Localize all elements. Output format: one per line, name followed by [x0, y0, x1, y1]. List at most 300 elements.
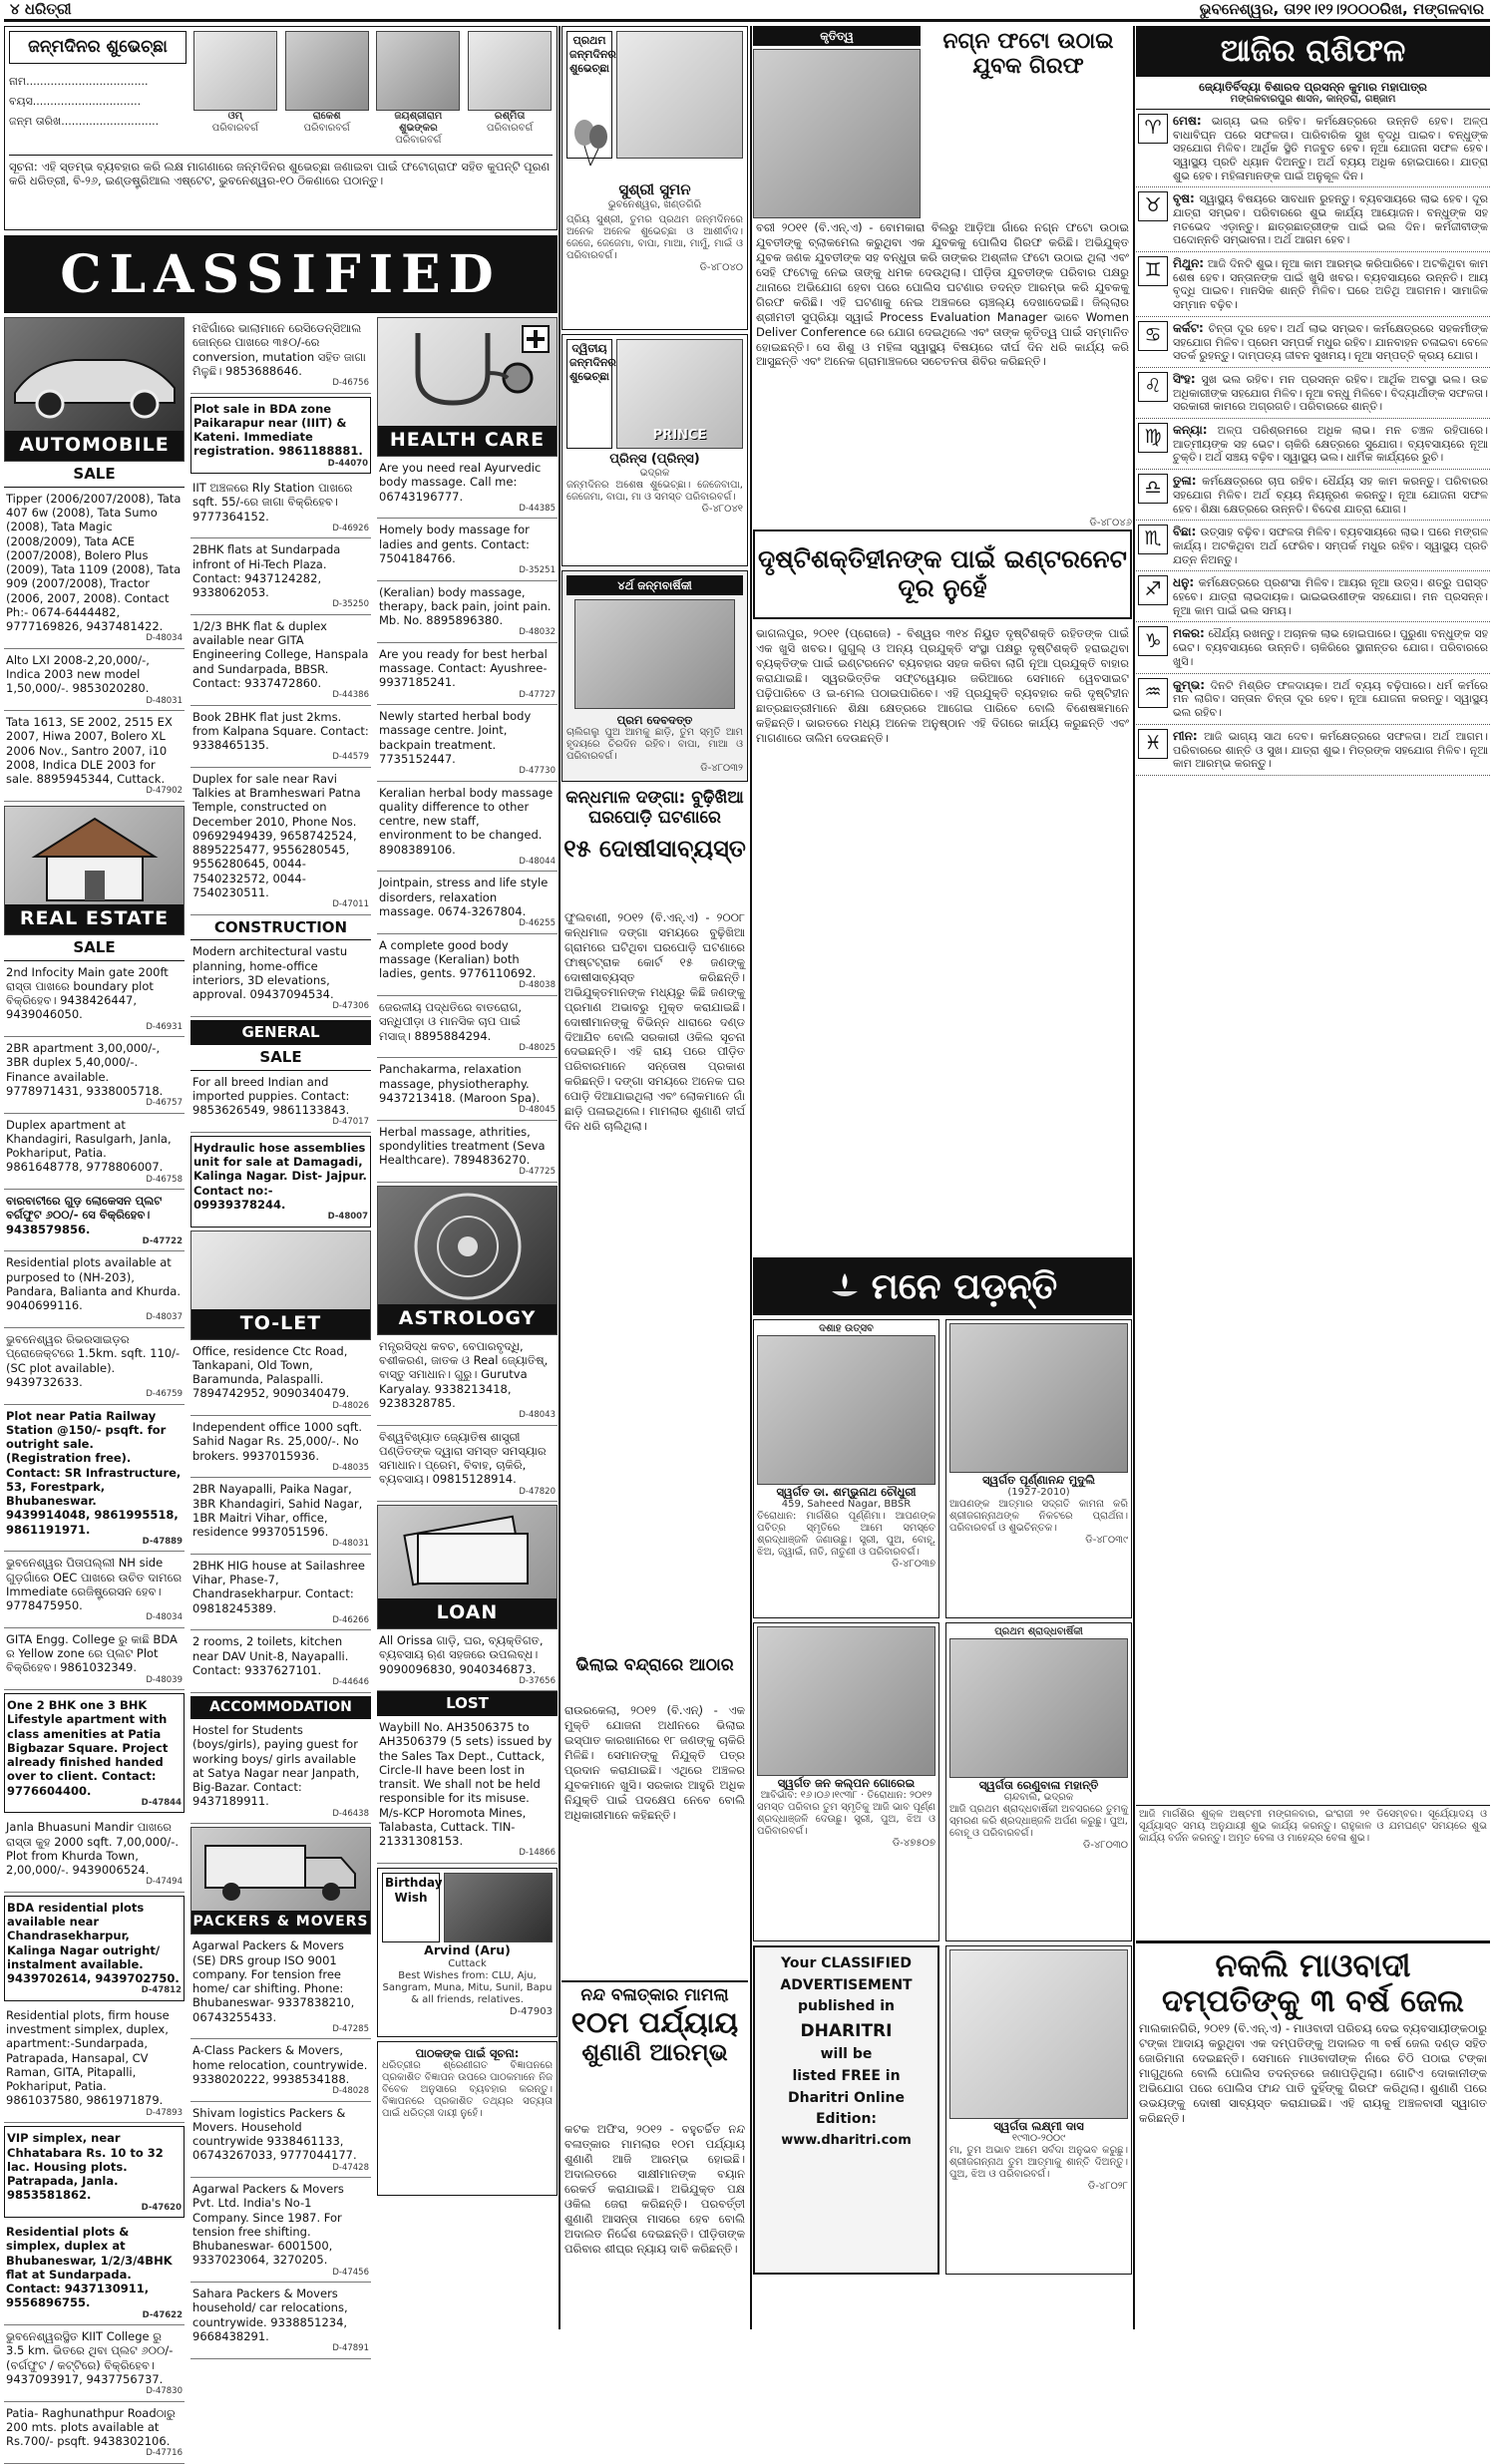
health-care-ads: [377, 457, 558, 1183]
classified-ad: [377, 934, 558, 996]
ad-text: BDA residential plots available near Chandrasekharpur, Kalinga Nagar outright/ instalment available. 9439702614, 9439702750.: [7, 1900, 180, 1986]
ad-text: Shivam logistics Packers & Movers. Household countrywide 9338461133, 06743267033, 9777044177.: [192, 2105, 357, 2163]
health-care-image: [377, 317, 558, 457]
ad-text: Herbal massage, athrities, spondylities treatment (Seva Healthcare). 7894836270.: [379, 1124, 546, 1168]
classified-ad: [190, 706, 371, 768]
ad-code: D-47620: [141, 2202, 182, 2213]
ad-text: 2BHK HIG house at Sailashree Vihar, Phase-7, Chandrasekharpur. Contact: 09818245389.: [192, 1558, 365, 1615]
horoscope-text: [1173, 474, 1488, 516]
ad-text: Residential plots available at purposed to (NH-203), Pandara, Balianta and Khurda. 9040699116.: [6, 1255, 181, 1313]
zodiac-sign-name: ସିଂହ:: [1173, 371, 1196, 386]
ad-text: VIP simplex, near Chhatabara Rs. 10 to 32 lac. Housing plots. Patrapada, Janla. 9853581862.: [7, 2131, 164, 2203]
ad-text: Duplex apartment at Khandagiri, Rasulgarh, Janla, Pokhariput, Patia. 9861648778, 9778806007.: [6, 1117, 172, 1175]
memorial-col-right: [945, 1319, 1132, 2275]
ad-code: D-48034: [146, 633, 183, 644]
ad-text: Homely body massage for ladies and gents. Contact: 7504184766.: [379, 523, 530, 565]
profile-photo: [753, 49, 921, 218]
classified-ad: All Orissa ଗାଡ଼ି, ଘର, ବ୍ୟକ୍ତିଗତ, ବ୍ୟବସାୟ ଋଣ ସହଜରେ ଉପଲବ୍ଧ। 9090096830, 9040346873. D-37656: [377, 1629, 558, 1691]
classified-ad: [377, 996, 558, 1058]
classified-ad: [190, 397, 371, 475]
real-estate-label: REAL ESTATE: [5, 904, 184, 934]
memorial-card: ପ୍ରଥମ ଶ୍ରାଦ୍ଧବାର୍ଷିକୀ ସ୍ୱର୍ଗତା ରେଣୁବାଳା ମହାନ୍ତି ଚାନ୍ଦବାଲି, ଭଦ୍ରକ ଆଜି ପ୍ରଥମ ଶ୍ରାଦ୍ଧବାର୍ଷିକୀ ଅବସରରେ ତୁମକୁ ସ୍ମରଣ କରି ଶ୍ରଦ୍ଧାଞ୍ଜଳି ଅର୍ପଣ କରୁଛୁ। ପୁଅ, ବୋହୂ ଓ ପରିବାରବର୍ଗ। ଡି-୪୮୦୩୦: [945, 1622, 1132, 1941]
bhilai-headline-block: [561, 1656, 748, 1701]
ad-code: D-47017: [332, 1117, 369, 1128]
horoscope-entry: [1136, 470, 1490, 521]
classified-ad: [377, 872, 558, 933]
currency-notes-icon: [378, 1506, 559, 1600]
ad-code: D-47820: [519, 1486, 556, 1497]
maoist-headline: ନକଲି ମାଓବାଦୀ: [1215, 1946, 1411, 1984]
horoscope-prediction: ଚିନ୍ତା ଦୂର ହେବ। ଅର୍ଥ ଲାଭ ସମ୍ଭବ। କର୍ମକ୍ଷେତ୍ରରେ ସହକର୍ମୀଙ୍କ ସହଯୋଗ ମିଳିବ। ପ୍ରେମ ସମ୍ପର୍କ ମଧୁର ରହିବ। ଯାନବାହନ ଚଳାଇବା ବେଳେ ସତର୍କ ରୁହନ୍ତୁ। ଦାମ୍ପତ୍ୟ ଜୀବନ ସୁଖମୟ। ନୂଆ ସମ୍ପତ୍ତି କ୍ରୟ ଯୋଗ।: [1173, 321, 1489, 363]
classified-ad: [190, 1340, 371, 1417]
ad-code: D-44385: [519, 503, 556, 514]
ad-code: D-48039: [146, 1674, 183, 1685]
ad-text: ବିଶ୍ୱବିଖ୍ୟାତ ଜ୍ୟୋତିଷ ଶାସ୍ତ୍ରୀ ପଣ୍ଡିତଙ୍କ ଦ୍ୱାରା ସମସ୍ତ ସମସ୍ୟାର ସମାଧାନ। ପ୍ରେମ, ବିବାହ, ଚାକିରି, ବ୍ୟବସାୟ। 09815128914.: [379, 1429, 547, 1487]
ad-text: Patia- Raghunathpur Roadଠାରୁ 200 mts. plots available at Rs.700/- psqft. 9438302106.: [6, 2405, 176, 2449]
horoscope-prediction: ଉତ୍ସାହ ବଢ଼ିବ। ସଫଳତା ମିଳିବ। ବ୍ୟବସାୟରେ ଲାଭ। ଘରେ ମଙ୍ଗଳ କାର୍ଯ୍ୟ। ଅଟକିଥିବା ଅର୍ଥ ଫେରିବ। ସମ୍ପର୍କ ମଧୁର ରହିବ। ସ୍ୱାସ୍ଥ୍ୟ ପ୍ରତି ଯତ୍ନ ନିଅନ୍ତୁ।: [1173, 526, 1489, 566]
classified-ad: [4, 1693, 185, 1813]
profile-headline: ନଗ୍ନ ଫଟୋ ଉଠାଇ ଯୁବକ ଗିରଫ: [942, 29, 1114, 80]
classified-ad: [190, 1478, 371, 1555]
memorial-banner-text: ମନେ ପଡ଼ନ୍ତି: [871, 1265, 1058, 1307]
sale-heading: SALE: [190, 1045, 371, 1071]
ad-code: D-47428: [332, 2162, 369, 2173]
memorial-photo: [949, 1949, 1128, 2119]
dateline: ଭୁବନେଶ୍ୱର, ତା୨୧।୧୨।୨୦୦୦ରିଖ, ମଙ୍ଗଳବାର: [1199, 0, 1484, 19]
classified-ad: [4, 2221, 185, 2325]
classified-ad: Waybill No. AH3506375 to AH3506379 (5 sets) issued by the Sales Tax Dept., Cuttack, Circle-II have been lost in transit. We shall not be held responsible for its misuse. M/s-KCP Horomota Mines, Talabasta, Cuttack. TIN-21331308153. D-14866: [377, 1716, 558, 1864]
ad-code: D-46926: [332, 523, 369, 533]
online-classified-promo: Your CLASSIFIED ADVERTISEMENT published in DHARITRI will be listed FREE in Dharitri Online Edition: www.dharitri.com: [753, 1945, 939, 2275]
zodiac-sign-name: ମିଥୁନ:: [1173, 255, 1205, 270]
property-ads: [190, 317, 371, 915]
classified-column: [4, 26, 558, 2459]
classified-ad: [377, 1121, 558, 1183]
birthday-wish-ad: Birthday Wish Arvind (Aru) Cuttack Best Wishes from: CLU, Aju, Sangram, Muna, Mitu, Sunil, Bapu & all friends, relatives. D-47903: [377, 1868, 558, 2037]
ad-code: D-47727: [519, 689, 556, 700]
classified-ad: [377, 1426, 558, 1503]
child-photo-card: ଓମ୍ ପରିବାରବର୍ଗ: [193, 31, 277, 147]
ad-text: 2BR Nayapalli, Paika Nagar, 3BR Khandagiri, Sahid Nagar, 1BR Maitri Vihar, office, residence 9937051596.: [192, 1482, 363, 1540]
ad-text: ବାରବାଟୀରେ ଗୁଡ଼ ଲୋକେସନ ପ୍ଲଟ ବର୍ଗଫୁଟ ୬୦୦/- ସେ ବିକ୍ରିହେବ। 9438579856.: [6, 1194, 163, 1236]
classified-ad: [377, 643, 558, 705]
horoscope-entry: [1136, 622, 1490, 673]
child-photo-card: ରାକେଶ ପରିବାରବର୍ଗ: [285, 31, 369, 147]
ad-code: D-47830: [146, 2386, 183, 2397]
zodiac-sign-icon: ♋: [1138, 321, 1168, 351]
website-link[interactable]: www.dharitri.com: [781, 2133, 912, 2149]
classified-subcolumn-a: [4, 317, 185, 2459]
classified-ad: [4, 1328, 185, 1405]
classified-ad: [377, 1335, 558, 1426]
zodiac-sign-icon: ♉: [1138, 191, 1168, 221]
profile-body: ବରୀ ୨୦୧୧ (ବି.ଏନ୍.ଏ) - ବୋମକାରା ବିଲରୁ ଆଡ଼ିଆ ଗାଁରେ ନଗ୍ନ ଫଟୋ ଉଠାଇ ଯୁବତୀଙ୍କୁ ବ୍ଲାକମେଲ କରୁଥିବା ଏକ ଯୁବକକୁ ପୋଲିସ ଗିରଫ କରିଛି। ଅଭିଯୁକ୍ତ ଯୁବକ ଜଣକ ଯୁବତୀଙ୍କ ସହ ବନ୍ଧୁତା କରି ତାଙ୍କର ଅଶ୍ଳୀଳ ଫଟୋ ଉଠାଇ ଥିଲା ଏବଂ ସେହି ଫଟୋକୁ ନେଇ ତାଙ୍କୁ ଧମକ ଦେଉଥିଲା। ପୀଡ଼ିତା ଯୁବତୀଙ୍କ ପରିବାର ପକ୍ଷରୁ ଥାନାରେ ଅଭିଯୋଗ ହେବା ପରେ ପୋଲିସ ଘଟଣାର ତଦନ୍ତ ଆରମ୍ଭ କରି ଯୁବକକୁ ଗିରଫ କରିଛି। ଏହି ଘଟଣାକୁ ନେଇ ଅଞ୍ଚଳରେ ଚାଞ୍ଚଲ୍ୟ ଦେଖାଦେଇଛି। ଜିଲ୍ଲାର ଶ୍ରୀମତୀ ସୁପ୍ରିୟା ସ୍ୱାଇଁ Process Evaluation Manager ଭାବେ Women Deliver Conference ରେ ଯୋଗ ଦେଇଥିଲେ ଏବଂ ତାଙ୍କ କୃତିତ୍ୱ ପାଇଁ ସମ୍ମାନିତ ହୋଇଛନ୍ତି। ସେ ଶିଶୁ ଓ ମହିଳା ସ୍ୱାସ୍ଥ୍ୟ ବିଷୟରେ ଦୀର୍ଘ ଦିନ ଧରି କାର୍ଯ୍ୟ କରି ଆସୁଛନ୍ତି ଏବଂ ଅନେକ ଗ୍ରାମାଞ୍ଚଳରେ ସଚେତନତା ଶିବିର କରିଛନ୍ତି।: [756, 220, 1129, 369]
ad-text: Sahara Packers & Movers household/ car relocations, countrywide. 9338851234, 9668438291.: [192, 2287, 348, 2343]
stethoscope-icon: [378, 318, 559, 428]
classified-ad: [4, 488, 185, 649]
ad-code: D-46255: [519, 918, 556, 929]
ad-code: D-48032: [519, 627, 556, 638]
child-photo-card: ରଶ୍ମିତା ପରିବାରବର୍ଗ: [468, 31, 552, 147]
ad-text: GITA Engg. College ରୁ କାଛି BDA ର Yellow zone ରେ ପ୍ଲଟ Plot ବିକ୍ରିହେବ। 9861032349.: [6, 1631, 178, 1675]
classified-subcolumn-c: [377, 317, 558, 2321]
classified-ad: [190, 2102, 371, 2179]
ad-text: Jointpain, stress and life style disorders, relaxation massage. 0674-3267804.: [379, 876, 549, 918]
ad-text: ମନ୍ତ୍ରସିଦ୍ଧ କବଚ, ବେପାରବୃଦ୍ଧି, ବଶୀକରଣ, ଜାତକ ଓ Real ଜ୍ୟୋତିଷ୍, ବାସ୍ତୁ ସମାଧାନ। ଗୁରୁ। Gurutva Karyalay. 9338213418, 9238328785.: [379, 1338, 549, 1410]
classified-ad: [4, 1896, 185, 2001]
ad-text: A complete good body massage (Keralian) both ladies, gents. 9776110692.: [379, 937, 537, 981]
zodiac-sign-icon: ♒: [1138, 678, 1168, 708]
health-care-label: HEALTH CARE: [378, 426, 557, 456]
classified-ad: [190, 2283, 371, 2359]
classified-ad: [4, 1816, 185, 1893]
loan-image: [377, 1505, 558, 1629]
ad-code: D-44579: [332, 752, 369, 763]
horoscope-entry: [1136, 674, 1490, 725]
ad-code: D-46931: [146, 1021, 183, 1032]
ad-code: D-46759: [146, 1389, 183, 1399]
classified-ad: [4, 1405, 185, 1553]
horoscope-entry: [1136, 368, 1490, 419]
classified-ad: [4, 711, 185, 802]
classified-banner: [4, 235, 558, 313]
ad-text: ଭୁବନେଶ୍ୱରସ୍ଥିତ KIIT College ରୁ 3.5 km. ଭିତରେ ଥିବା ପ୍ଲଟ ୬୦୦/- (ବର୍ଗଫୁଟ / କଟ୍ଟିରେ) ବିକ୍ରିହେବ। 9437093917, 9437756737.: [6, 2329, 174, 2386]
zodiac-sign-icon: ♑: [1138, 626, 1168, 656]
ad-code: D-48007: [327, 1212, 368, 1223]
page-header: [4, 0, 1490, 22]
ad-text: A-Class Packers & Movers, home relocation, countrywide. 9338020222, 9938534188.: [192, 2043, 368, 2086]
ad-text: 2BR apartment 3,00,000/-, 3BR duplex 5,40,000/-. Finance available. 9778971431, 9338005718.: [6, 1041, 164, 1098]
classified-ad: [377, 519, 558, 580]
ad-text: 2BHK flats at Sundarpada infront of Hi-Tech Plaza. Contact: 9437124282, 9338062053.: [192, 542, 341, 600]
astrology-ads: [377, 1335, 558, 1502]
zodiac-sign-name: ମୀନ:: [1173, 728, 1198, 743]
ad-text: Independent office 1000 sqft. Sahid Nagar Rs. 25,000/-. No brokers. 9937015936.: [192, 1420, 362, 1463]
horoscope-entry: [1136, 521, 1490, 571]
ad-text: IIT ଅଞ୍ଚଳରେ Rly Station ପାଖରେ sqft. 55/-ରେ ଜାଗା ବିକ୍ରିହେବ। 9777364152.: [192, 481, 353, 524]
zodiac-sign-icon: ♓: [1138, 729, 1168, 759]
horoscope-entry: [1136, 110, 1490, 187]
maoist-body: ମାଲକାନଗିରି, ୨୦୧୨ (ବି.ଏନ୍.ଏ) - ମାଓବାଦୀ ପରିଚୟ ଦେଇ ବ୍ୟବସାୟୀଙ୍କଠାରୁ ଟଙ୍କା ଆଦାୟ କରୁଥିବା ଏକ ଦମ୍ପତିଙ୍କୁ ଅଦାଲତ ୩ ବର୍ଷ ଜେଲ ଦଣ୍ଡ ସହିତ ଜୋରିମାନା ଦେଇଛନ୍ତି। ସେମାନେ ମାଓବାଦୀଙ୍କ ନାଁରେ ଚିଠି ପଠାଇ ଟଙ୍କା ମାଗୁଥିଲେ ବୋଲି ପୋଲିସ ତଦନ୍ତରେ ଜଣାପଡ଼ିଥିଲା। ଗୋଟିଏ ଦୋକାନୀଙ୍କ ଅଭିଯୋଗ ପରେ ପୋଲିସ ଫାନ୍ଦ ପାତି ଦୁହିଁଙ୍କୁ ଗିରଫ କରିଥିଲା। ଶୁଣାଣି ପରେ ଉଭୟଙ୍କୁ ଦୋଷୀ ସାବ୍ୟସ୍ତ କରାଯାଇଛି। ଏହି ରାୟକୁ ଅଞ୍ଚଳବାସୀ ସ୍ୱାଗତ କରିଛନ୍ତି।: [1139, 2021, 1487, 2126]
classified-ad: [4, 1251, 185, 1328]
horoscope-entry: [1136, 252, 1490, 317]
memorial-col-left: [753, 1319, 939, 2275]
ad-code: D-48031: [146, 695, 183, 706]
ad-code: D-47011: [332, 899, 369, 910]
horoscope-text: [1173, 191, 1488, 247]
automobile-ads: [4, 462, 185, 802]
classified-banner-text: CLASSIFIED: [60, 243, 502, 305]
classified-ad: [4, 2004, 185, 2123]
zodiac-sign-name: ବିଛା:: [1173, 525, 1197, 539]
classified-ad: [190, 538, 371, 615]
ad-text: Are you ready for best herbal massage. Contact: Ayushree-9937185241.: [379, 646, 548, 690]
ad-text: For all breed Indian and imported puppies. Contact: 9853626549, 9861133843.: [192, 1074, 350, 1117]
child-photo-card: ଜୟଶ୍ରୀରାମ ଶୁଭଙ୍କର ପରିବାରବର୍ଗ: [376, 31, 460, 147]
ad-code: D-47844: [141, 1797, 182, 1808]
profile-tag: କୃତିତ୍ୱ: [753, 26, 921, 46]
ad-code: D-47725: [519, 1167, 556, 1178]
ad-text: Residential plots, firm house investment simplex, duplex, apartment:-Sundarpada, Patrapada, Hansapal, CV Raman, GITA, Pitapalli, Pokhariput, Patia. 9861037580, 9861971879.: [6, 2007, 170, 2108]
classified-subcolumn-b: [190, 317, 371, 2354]
ad-text: Agarwal Packers & Movers Pvt. Ltd. India's No-1 Company. Since 1987. For tension free shifting. Bhubaneswar- 6001500, 9337023064, 3270205.: [192, 2182, 344, 2268]
birthday-form-note: ସୂଚନା: ଏହି ସ୍ତମ୍ଭ ବ୍ୟବହାର କରି ଲକ୍ଷ ମାଗଣାରେ ଜନ୍ମଦିନର ଶୁଭେଚ୍ଛା ଜଣାଇବା ପାଇଁ ଫଟୋଗ୍ରାଫ ସହିତ କୁପନ୍‌ଟି ପୂରଣ କରି ଧରିତ୍ରୀ, ବି-୨୬, ଇଣ୍ଡଷ୍ଟ୍ରିଆଲ ଏଷ୍ଟେଟ, ଭୁବନେଶ୍ୱର-୧୦ ଠିକଣାରେ ପଠାନ୍ତୁ।: [9, 155, 553, 187]
baby-name: ସୁଶ୍ରୀ ସୁମନ: [618, 180, 691, 199]
ad-code: D-46266: [332, 1614, 369, 1625]
ad-code: D-47889: [142, 1536, 183, 1547]
horoscope-column: [1136, 26, 1490, 2329]
classified-ad: [190, 317, 371, 394]
ad-text: Newly started herbal body massage centre. Joint, backpain treatment. 7735152447.: [379, 709, 532, 766]
ad-text: One 2 BHK one 3 BHK Lifestyle apartment with class amenities at Patia Bigbazar Square. Project already finished handed over to client. Contact: 9776604400.: [7, 1698, 169, 1798]
zodiac-sign-icon: ♎: [1138, 474, 1168, 504]
classified-ad: [190, 1555, 371, 1631]
horoscope-title: ଆଜିର ରାଶିଫଳ: [1136, 26, 1490, 77]
memorial-banner: [753, 1257, 1132, 1315]
ad-text: 1/2/3 BHK flat & duplex available near GITA Engineering College, Hanspala and Sundarpada, BBSR. Contact: 9337472860.: [192, 618, 369, 690]
horoscope-entry: [1136, 571, 1490, 622]
construction-heading: CONSTRUCTION: [190, 915, 371, 941]
ad-text: (Keralian) body massage, therapy, back pain, joint pain. Mb. No. 8895896380.: [379, 584, 552, 628]
zodiac-sign-name: ମେଷ:: [1173, 113, 1202, 128]
horoscope-prediction: ଭାଗ୍ୟ ଭଲ ରହିବ। କର୍ମକ୍ଷେତ୍ରରେ ଉନ୍ନତି ହେବ। ଅଳ୍ପ ବାଧାବିଘ୍ନ ପରେ ସଫଳତା। ପାରିବାରିକ ସୁଖ ବୃଦ୍ଧି ପାଇବ। ବନ୍ଧୁଙ୍କ ସହଯୋଗ ମିଳିବ। ଆର୍ଥିକ ସ୍ଥିତି ମଜବୁତ ହେବ। ନୂଆ ଯୋଜନା ସଫଳ ହେବ। ସ୍ୱାସ୍ଥ୍ୟ ପ୍ରତି ଧ୍ୟାନ ଦିଅନ୍ତୁ। ଅର୍ଥ ବ୍ୟୟ ଅଧିକ ହୋଇପାରେ। ଯାତ୍ରା ଶୁଭ ହେବ। ମହିଳାମାନଙ୍କ ପାଇଁ ଅନୁକୂଳ ଦିନ।: [1173, 114, 1488, 182]
horoscope-prediction: ଆଜି ଦିନଟି ଶୁଭ। ନୂଆ କାମ ଆରମ୍ଭ କରିପାରିବେ। ଅଟକିଥିବା କାମ ଶେଷ ହେବ। ସନ୍ତାନଙ୍କ ପାଇଁ ଖୁସି ଖବର। ବ୍ୟବସାୟରେ ଉନ୍ନତି। ଆୟ ବୃଦ୍ଧି ପାଇବ। ମାନସିକ ଶାନ୍ତି ମିଳିବ। ଘରେ ଅତିଥି ଆଗମନ। ସାମାଜିକ ସମ୍ମାନ ବଢ଼ିବ।: [1173, 256, 1488, 312]
horoscope-entry: [1136, 317, 1490, 368]
ad-code: D-47494: [146, 1877, 183, 1888]
bhilai-headline: ଭିଲାଇ ବନ୍ଦ୍ରାରେ ଆଠାର: [575, 1655, 734, 1675]
zodiac-sign-icon: ♈: [1138, 114, 1168, 144]
accommodation-heading: ACCOMMODATION: [190, 1696, 371, 1720]
house-icon: [5, 807, 186, 906]
verdict-subheadline: ୧୫ ଦୋଷୀସାବ୍ୟସ୍ତ: [563, 835, 746, 864]
automobile-label: AUTOMOBILE: [5, 431, 184, 461]
classified-ad: [4, 2402, 185, 2464]
zodiac-sign-icon: ♊: [1138, 256, 1168, 286]
ad-text: Tipper (2006/2007/2008), Tata 407 6w (2008), Tata Sumo (2008), Tata Magic (2008/2009), Tata ACE (2007/2008), Bolero Plus (2009), Tata 1109 (2008), Tata 909 (2007/2008), Tractor (2006, 2007, 2008). Contact Ph:- 0674-6444482, 9777169826, 9437481422.: [6, 491, 182, 633]
horoscope-prediction: ଦିନଟି ମିଶ୍ରିତ ଫଳଦାୟକ। ଅର୍ଥ ବ୍ୟୟ ବଢ଼ିପାରେ। ଧର୍ମ କର୍ମରେ ମନ ଲାଗିବ। ସନ୍ତାନ ଚିନ୍ତା ଦୂର ହେବ। ନୂଆ ଯୋଜନା କରନ୍ତୁ। ସ୍ୱାସ୍ଥ୍ୟ ଭଲ ରହିବ।: [1173, 678, 1488, 720]
astrologer-address: ମଙ୍ଗଳବାରପୁର ଶାସନ, କାନ୍ତରା, ଗଞ୍ଜାମ: [1136, 94, 1490, 110]
classified-ad: [190, 1136, 371, 1228]
ad-text: Alto LXI 2008-2,20,000/-, Indica 2003 new model 1,50,000/-. 9853020280.: [6, 652, 150, 696]
child-photo: [468, 31, 552, 111]
ad-text: Panchakarma, relaxation massage, physiotheraphy. 9437213418. (Maroon Spa).: [379, 1062, 541, 1105]
ad-code: D-48037: [146, 1312, 183, 1323]
to-let-label: TO-LET: [191, 1309, 370, 1339]
form-field[interactable]: ବୟସ...............................: [9, 95, 142, 109]
classified-ad: [190, 1416, 371, 1478]
to-let-ads: [190, 1340, 371, 1693]
panjika-note: ଆଜି ମାର୍ଗଶିର ଶୁକ୍ଳ ଅଷ୍ଟମୀ ମଙ୍ଗଳବାର, ଇଂରାଜୀ ୨୧ ଡିସେମ୍ବର। ସୂର୍ଯ୍ୟୋଦୟ ଓ ସୂର୍ଯ୍ୟାସ୍ତ ସମୟ ଅନୁଯାୟୀ ଶୁଭ କାର୍ଯ୍ୟ କରନ୍ତୁ। ରାହୁକାଳ ଓ ଯମଘଣ୍ଟ ସମୟରେ ଶୁଭ କାର୍ଯ୍ୟ ବର୍ଜନ କରନ୍ତୁ। ଅମୃତ ବେଳା ଓ ମାହେନ୍ଦ୍ର ବେଳା ଶୁଭ।: [1136, 1805, 1490, 1848]
first-birthday-ad: ପ୍ରଥମ ଜନ୍ମଦିନର ଶୁଭେଚ୍ଛା ସୁଶ୍ରୀ ସୁମନ ଭୁବନେଶ୍ୱର, ଖଣ୍ଡଗିରି ପ୍ରିୟ ସୁଶ୍ରୀ, ତୁମର ପ୍ରଥମ ଜନ୍ମଦିନରେ ଅନେକ ଅନେକ ଶୁଭେଚ୍ଛା ଓ ଆଶୀର୍ବାଦ। ଜେଜେ, ଜେଜେମା, ବାପା, ମାଆ, ମାମୁଁ, ମାଇଁ ଓ ପରିବାରବର୍ଗ। ଡି-୪୮୦୪୦: [561, 26, 748, 330]
lost-heading: LOST: [377, 1691, 558, 1716]
birthday-form-title: ଜନ୍ମଦିନର ଶୁଭେଚ୍ଛା: [9, 31, 187, 64]
ad-code: D-47456: [332, 2267, 369, 2278]
zodiac-wheel-icon: [378, 1187, 559, 1306]
ad-code: D-48031: [332, 1539, 369, 1550]
page-number: ୪ ଧରିତ୍ରୀ: [10, 0, 72, 19]
zodiac-sign-name: ତୁଳା:: [1173, 474, 1197, 489]
classified-ad: [190, 1630, 371, 1692]
classified-ad: Modern architectural vastu planning, home-office interiors, 3D elevations, approval. 09437094534. D-47306: [190, 940, 371, 1017]
horoscope-text: [1173, 256, 1488, 312]
ad-code: D-46758: [146, 1174, 183, 1185]
ad-code: D-48026: [332, 1400, 369, 1411]
classified-ad: [190, 477, 371, 538]
ad-code: D-35251: [519, 565, 556, 576]
ad-text: Duplex for sale near Ravi Talkies at Bramheswari Patna Temple, constructed on December 2010, Phone Nos. 09692949439, 9658742524, 8895225477, 9556280545, 9556280645, 0044-7540232572, 0044-7540230511.: [192, 771, 361, 899]
internet-headline-box: [753, 529, 1132, 619]
ad-code: D-48044: [519, 856, 556, 867]
ad-code: D-48028: [332, 2086, 369, 2097]
classified-ad: [377, 782, 558, 873]
ad-text: ଜେରଳୀୟ ପଦ୍ଧତିରେ ବାତରୋଗ, ସନ୍ଧିପୀଡ଼ା ଓ ମାନସିକ ଚାପ ପାଇଁ ମସାଜ୍। 8895884294.: [379, 1000, 523, 1043]
horoscope-text: [1173, 372, 1488, 414]
reader-notice: ପାଠକଙ୍କ ପାଇଁ ସୂଚନା: ଧରିତ୍ରୀର ଶ୍ରେଣୀଗତ ବିଜ୍ଞାପନରେ ପ୍ରକାଶିତ ବିଜ୍ଞାପନ ଉପରେ ପାଠକମାନେ ନିଜ ବିବେକ ଅନୁସାରେ ବ୍ୟବହାର କରନ୍ତୁ। ବିଜ୍ଞାପନରେ ପ୍ରକାଶିତ ତଥ୍ୟର ସତ୍ୟତା ପାଇଁ ଧରିତ୍ରୀ ଦାୟୀ ନୁହେଁ।: [377, 2041, 558, 2196]
packers-image: [190, 1827, 371, 1935]
real-estate-ads: [4, 935, 185, 2464]
ad-code: D-46757: [146, 1098, 183, 1109]
verdict-body: ଫୁଲବାଣୀ, ୨୦୧୨ (ବି.ଏନ୍.ଏ) - ୨୦୦୮ କନ୍ଧମାଳ ଦଙ୍ଗା ସମୟରେ ବୁଢ଼ିଖିଆ ଗ୍ରାମରେ ଘଟିଥିବା ଘରପୋଡ଼ି ଘଟଣାରେ ଫାଷ୍ଟଟ୍ରାକ କୋର୍ଟ ୧୫ ଜଣଙ୍କୁ ଦୋଷୀସାବ୍ୟସ୍ତ କରିଛନ୍ତି। ଅଭିଯୁକ୍ତମାନଙ୍କ ମଧ୍ୟରୁ କିଛି ଜଣଙ୍କୁ ପ୍ରମାଣ ଅଭାବରୁ ମୁକ୍ତ କରାଯାଇଛି। ଦୋଷୀମାନଙ୍କୁ ବିଭିନ୍ନ ଧାରାରେ ଦଣ୍ଡ ଦିଆଯିବ ବୋଲି ସରକାରୀ ଓକିଲ ସୂଚନା ଦେଇଛନ୍ତି। ଏହି ରାୟ ପରେ ପୀଡ଼ିତ ପରିବାରମାନେ ସନ୍ତୋଷ ପ୍ରକାଶ କରିଛନ୍ତି। ଦଙ୍ଗା ସମୟରେ ଅନେକ ଘର ପୋଡ଼ି ଦିଆଯାଇଥିଲା ଏବଂ ଲୋକମାନେ ଗାଁ ଛାଡ଼ି ପଳାଇଥିଲେ। ମାମଲାର ଶୁଣାଣି ଦୀର୍ଘ ଦିନ ଧରି ଚାଲିଥିଲା।: [564, 910, 745, 1134]
ad-code: D-48034: [146, 1612, 183, 1623]
maoist-subheadline: ଦମ୍ପତିଙ୍କୁ ୩ ବର୍ଷ ଜେଲ: [1161, 1982, 1465, 2019]
horoscope-prediction: ଧୈର୍ଯ୍ୟ ରଖନ୍ତୁ। ଅଚାନକ ଲାଭ ହୋଇପାରେ। ପୁରୁଣା ବନ୍ଧୁଙ୍କ ସହ ଭେଟ। ବ୍ୟବସାୟରେ ଉନ୍ନତି। ଚାକିରିରେ ସ୍ଥାନାନ୍ତର ଯୋଗ। ପରିବାରରେ ଖୁସି।: [1173, 627, 1488, 668]
ad-code: D-48035: [332, 1462, 369, 1473]
ad-text: Plot near Patia Railway Station @150/- psqft. for outright sale. (Registration free). Contact: SR Infrastructure, 53, Forestpark, Bhubaneswar. 9439914048, 9861995518, 9861191971.: [6, 1408, 182, 1537]
ad-code: D-47891: [332, 2343, 369, 2354]
to-let-image: [190, 1231, 371, 1340]
horoscope-text: [1173, 423, 1488, 465]
zodiac-sign-icon: ♍: [1138, 423, 1168, 453]
lamp-icon: [828, 1269, 862, 1303]
ad-code: D-35250: [332, 599, 369, 610]
zodiac-sign-name: କର୍କଟ:: [1173, 320, 1204, 335]
memorial-photo: [757, 1335, 935, 1485]
classified-ad: [4, 961, 185, 1038]
ad-code: D-48043: [519, 1410, 556, 1421]
child-photo: [193, 31, 277, 111]
classified-ad: Hostel for Students (boys/girls), paying guest for working boys/ girls available at Satya Nagar near Janpath, Big-Bazar. Contact: 9437189911. D-46438: [190, 1719, 371, 1824]
person-photo: [444, 1873, 553, 1942]
ad-text: 2nd Infocity Main gate 200ft ରାସ୍ତା ପାଖରେ boundary plot ବିକ୍ରିହେବ। 9438426447, 9439046050.: [6, 964, 169, 1022]
birthday-wish-name: Arvind (Aru): [424, 1941, 511, 1957]
ad-code: D-44646: [332, 1677, 369, 1688]
horoscope-prediction: ଅଳ୍ପ ପରିଶ୍ରମରେ ଅଧିକ ଲାଭ। ମନ ଚଞ୍ଚଳ ରହିପାରେ। ଆତ୍ମୀୟଙ୍କ ସହ ଭେଟ। ଚାକିରି କ୍ଷେତ୍ରରେ ସୁଯୋଗ। ବ୍ୟବସାୟରେ ନୂଆ ଚୁକ୍ତି। ଅର୍ଥ ସଞ୍ଚୟ ବଢ଼ିବ। ସ୍ୱାସ୍ଥ୍ୟ ଭଲ। ଧାର୍ମିକ କାର୍ଯ୍ୟରେ ରୁଚି।: [1173, 423, 1488, 465]
classified-ad: [4, 2126, 185, 2218]
ad-code: D-44386: [332, 690, 369, 701]
classified-ad: [190, 615, 371, 706]
classified-ad: [4, 2325, 185, 2402]
ad-code: D-47285: [332, 2023, 369, 2034]
classified-ad: [4, 1552, 185, 1628]
ad-text: Tata 1613, SE 2002, 2515 EX 2007, Hiwa 2007, Bolero XL 2006 Nov., Santro 2007, i10 2008, Indica DLE 2003 for sale. 8895945344, Cuttack.: [6, 715, 173, 787]
memorial-card: ସ୍ୱର୍ଗତା ଲକ୍ଷ୍ମୀ ଦାସ ୧୯୩୦-୨୦୦୯ ମା, ତୁମ ଅଭାବ ଆମେ ସର୍ବଦା ଅନୁଭବ କରୁଛୁ। ଶ୍ରୀଜଗନ୍ନାଥ ତୁମ ଆତ୍ମାକୁ ଶାନ୍ତି ଦିଅନ୍ତୁ। ପୁଅ, ଝିଅ ଓ ପରିବାରବର୍ଗ। ଡି-୪୮୦୨୮: [945, 1945, 1132, 2275]
general-heading: GENERAL: [190, 1020, 371, 1045]
ad-text: ଭୁବନେଶ୍ୱର ପିତାପଲ୍ଲୀ NH side ଗୁଡ଼ଗାଁରେ OEC ପାଖରେ ଉଚିତ ଦାମରେ Immediate ରେଜିଷ୍ଟ୍ରେସନ ହେବ। 9778475950.: [6, 1556, 183, 1613]
news-area: [561, 26, 1132, 2329]
car-icon: [5, 318, 186, 428]
classified-ad: [4, 1114, 185, 1191]
ad-text: Agarwal Packers & Movers (SE) DRS group ISO 9001 company. For tension free home/ car shifting. Phone: Bhubaneswar- 9337838210, 06743255433.: [192, 1938, 355, 2024]
classified-ad: [190, 1935, 371, 2039]
memorial-card: ସ୍ୱର୍ଗତ ଜନ କଲ୍ପନ ଗୋରେଇ ଆବିର୍ଭାବ: ୧୬।୦୬।୧୯୩୮ · ତିରୋଧାନ: ୨୦୧୨ ସମସ୍ତ ପରିବାର ତୁମ ସ୍ମୃତିକୁ ଆଜି ଭାବ ପୂର୍ଣ୍ଣ ଶ୍ରଦ୍ଧାଞ୍ଜଳି ଦେଉଛୁ। ସ୍ତ୍ରୀ, ପୁଅ, ଝିଅ ଓ ପରିବାରବର୍ଗ। ଡି-୪୭୫୦୭: [753, 1622, 939, 1941]
ad-text: Keralian herbal body massage quality difference to other centre, new staff, environment to be changed. 8908389106.: [379, 785, 554, 857]
ad-code: D-47722: [142, 1235, 183, 1246]
ad-code: D-47622: [142, 2309, 183, 2320]
internet-headline: ଦୃଷ୍ଟିଶକ୍ତିହୀନଙ୍କ ପାଇଁ ଇଣ୍ଟରନେଟ ଦୂର ନୁହେଁ: [758, 544, 1127, 602]
profile-article: କୃତିତ୍ୱ ନଗ୍ନ ଫଟୋ ଉଠାଇ ଯୁବକ ଗିରଫ ବରୀ ୨୦୧୧ (ବି.ଏନ୍.ଏ) - ବୋମକାରା ବିଲରୁ ଆଡ଼ିଆ ଗାଁରେ ନଗ୍ନ ଫଟୋ ଉଠାଇ ଯୁବତୀଙ୍କୁ ବ୍ଲାକମେଲ କରୁଥିବା ଏକ ଯୁବକକୁ ପୋଲିସ ଗିରଫ କରିଛି। ଅଭିଯୁକ୍ତ ଯୁବକ ଜଣକ ଯୁବତୀଙ୍କ ସହ ବନ୍ଧୁତା କରି ତାଙ୍କର ଅଶ୍ଳୀଳ ଫଟୋ ଉଠାଇ ଥିଲା ଏବଂ ସେହି ଫଟୋକୁ ନେଇ ତାଙ୍କୁ ଧମକ ଦେଉଥିଲା। ପୀଡ଼ିତା ଯୁବତୀଙ୍କ ପରିବାର ପକ୍ଷରୁ ଥାନାରେ ଅଭିଯୋଗ ହେବା ପରେ ପୋଲିସ ଘଟଣାର ତଦନ୍ତ ଆରମ୍ଭ କରି ଯୁବକକୁ ଗିରଫ କରିଛି। ଏହି ଘଟଣାକୁ ନେଇ ଅଞ୍ଚଳରେ ଚାଞ୍ଚଲ୍ୟ ଦେଖାଦେଇଛି। ଜିଲ୍ଲାର ଶ୍ରୀମତୀ ସୁପ୍ରିୟା ସ୍ୱାଇଁ Process Evaluation Manager ଭାବେ Women Deliver Conference ରେ ଯୋଗ ଦେଇଥିଲେ ଏବଂ ତାଙ୍କ କୃତିତ୍ୱ ପାଇଁ ସମ୍ମାନିତ ହୋଇଛନ୍ତି। ସେ ଶିଶୁ ଓ ମହିଳା ସ୍ୱାସ୍ଥ୍ୟ ବିଷୟରେ ଦୀର୍ଘ ଦିନ ଧରି କାର୍ଯ୍ୟ କରି ଆସୁଛନ୍ତି ଏବଂ ଅନେକ ଗ୍ରାମାଞ୍ଚଳରେ ସଚେତନତା ଶିବିର କରିଛନ୍ତି। ଡି-୪୮୦୪୬: [753, 26, 1132, 525]
astrology-label: ASTROLOGY: [378, 1304, 557, 1334]
zodiac-sign-name: ବୃଷ:: [1173, 191, 1195, 206]
memorial-photo: [949, 1323, 1128, 1473]
classified-ad: [190, 1071, 371, 1133]
horoscope-text: [1173, 575, 1488, 617]
memorial-card: ସ୍ୱର୍ଗତ ପୂର୍ଣ୍ଣାନନ୍ଦ ମୁଦୁଲି (1927-2010) ଆପଣଙ୍କ ଆତ୍ମାର ସଦ୍ଗତି କାମନା କରି ଶ୍ରୀଜଗନ୍ନାଥଙ୍କ ନିକଟରେ ପ୍ରାର୍ଥନା। ପରିବାରବର୍ଗ ଓ ଶୁଭଚିନ୍ତକ। ଡି-୪୮୦୩୯: [945, 1319, 1132, 1618]
loan-label: LOAN: [378, 1598, 557, 1628]
horoscope-prediction: ସୁଖ ଭଲ ରହିବ। ମନ ପ୍ରସନ୍ନ ରହିବ। ଆର୍ଥିକ ଅବସ୍ଥା ଭଲ। ଉଚ୍ଚ ଅଧିକାରୀଙ୍କ ସହଯୋଗ ମିଳିବ। ନୂଆ ବନ୍ଧୁ ମିଳିବେ। ବିଦ୍ୟାର୍ଥୀଙ୍କ ସଫଳତା। ସରକାରୀ କାମରେ ଅଗ୍ରଗତି। ପରିବାରରେ ଶାନ୍ତି।: [1173, 372, 1488, 414]
horoscope-prediction: କର୍ମକ୍ଷେତ୍ରରେ ପ୍ରଶଂସା ମିଳିବ। ଆୟର ନୂଆ ଉତ୍ସ। ଶତ୍ରୁ ପରାସ୍ତ ହେବେ। ଯାତ୍ରା ଲାଭଦାୟକ। ଭାଇଭଉଣୀଙ୍କ ସହଯୋଗ। ମନ ପ୍ରସନ୍ନ। ନୂଆ କାମ ପାଇଁ ଭଲ ସମୟ।: [1173, 576, 1488, 617]
classified-ad: [4, 1037, 185, 1114]
classified-ad: [377, 581, 558, 643]
ad-code: D-44070: [327, 458, 368, 469]
ad-code: D-47893: [146, 2107, 183, 2118]
astrology-image: [377, 1186, 558, 1335]
birthday-wish-form: [4, 26, 558, 230]
zodiac-sign-icon: ♐: [1138, 575, 1168, 605]
classified-ad: [4, 1628, 185, 1690]
verdict-headline: କନ୍ଧମାଳ ଦଙ୍ଗା: ବୁଢ଼ିଖିଆ ଘରପୋଡ଼ି ଘଟଣାରେ: [565, 788, 744, 828]
memorial-photo: [757, 1626, 935, 1776]
ad-code: D-48025: [519, 1042, 556, 1053]
ad-code: D-47730: [519, 766, 556, 777]
classified-ad: [190, 2178, 371, 2283]
packers-ads: [190, 1935, 371, 2358]
zodiac-sign-name: ଧନୁ:: [1173, 575, 1195, 590]
classified-ad: [190, 768, 371, 915]
classified-ad: [377, 705, 558, 782]
ad-code: D-48045: [519, 1105, 556, 1116]
bhilai-body: ରାଉରକେଲା, ୨୦୧୨ (ବି.ଏନ୍) - ଏକ ମୁକ୍ତି ଯୋଜନା ଅଧୀନରେ ଭିଲାଇ ଇସ୍ପାତ କାରଖାନାରେ ୧୮ ଜଣଙ୍କୁ ଚାକିରି ମିଳିଛି। ସେମାନଙ୍କୁ ନିଯୁକ୍ତି ପତ୍ର ପ୍ରଦାନ କରାଯାଇଛି। ଏଥିରେ ଅଞ୍ଚଳର ଯୁବକମାନେ ଖୁସି। ସରକାର ଆହୁରି ଅଧିକ ନିଯୁକ୍ତି ପାଇଁ ପଦକ୍ଷେପ ନେବେ ବୋଲି ଅଧିକାରୀମାନେ କହିଛନ୍ତି।: [564, 1703, 745, 1822]
zodiac-sign-icon: ♌: [1138, 372, 1168, 402]
memorial-photo: [949, 1638, 1128, 1778]
prince-badge: PRINCE: [652, 427, 707, 443]
horoscope-text: [1173, 525, 1488, 566]
ad-text: Plot sale in BDA zone Paikarapur near (IIIT) & Kateni. Immediate registration. 9861188881.: [193, 401, 363, 459]
zodiac-sign-name: କନ୍ୟା:: [1173, 422, 1208, 437]
horoscope-text: [1173, 729, 1488, 771]
classified-ad: [4, 1190, 185, 1251]
automobile-image: [4, 317, 185, 462]
ad-text: ମଝିଗାଁରେ ଭାଲାମାନେ ରେସିଡେନ୍ସିଆଲ ଜୋନ୍ରେ ପାଖରେ ୩୫୦/-ରେ conversion, mutation ସହିତ ଜାଗା ମିଳୁଛି। 9853688646.: [192, 321, 366, 378]
ad-code: D-46756: [332, 378, 369, 388]
packers-label: PACKERS & MOVERS: [191, 1911, 370, 1935]
ad-text: Are you need real Ayurvedic body massage. Call me: 06743196777.: [379, 461, 542, 504]
birthday-wish-label: Birthday Wish: [382, 1873, 440, 1942]
column-rule: [1133, 26, 1135, 2329]
form-field[interactable]: ଜନ୍ମ ତାରିଖ............................: [9, 115, 160, 129]
form-field[interactable]: ନାମ...................................: [9, 75, 149, 89]
ad-text: 2 rooms, 2 toilets, kitchen near DAV Unit-8, Nayapalli. Contact: 9337627101.: [192, 1634, 349, 1677]
classified-ad: [190, 2039, 371, 2101]
child-photo: [285, 31, 369, 111]
zodiac-sign-name: ମକର:: [1173, 626, 1205, 641]
column-rule: [559, 26, 560, 2329]
real-estate-image: [4, 806, 185, 935]
memorial-card: ଦଶାହ ଉତ୍ସବ ସ୍ୱର୍ଗତ ଡା. ଶମ୍ଭୁନାଥ ଚୌଧୁରୀ 459, Saheed Nagar, BBSR ତିରୋଧାନ: ମାର୍ଗଶିର ପୂର୍ଣ୍ଣିମା। ଆପଣଙ୍କ ପବିତ୍ର ସ୍ମୃତିରେ ଆମେ ସମସ୍ତେ ଶ୍ରଦ୍ଧାଞ୍ଜଳି ଜଣାଉଛୁ। ସ୍ତ୍ରୀ, ପୁଅ, ବୋହୂ, ଝିଅ, ଜ୍ୱାଇଁ, ନାତି, ନାତୁଣୀ ଓ ପରିବାରବର୍ଗ। ଡି-୪୮୦୩୭: [753, 1319, 939, 1618]
horoscope-list: [1136, 110, 1490, 1805]
ad-text: Hydraulic hose assemblies unit for sale at Damagadi, Kalinga Nagar. Dist- Jajpur. Contact no:- 09939378244.: [193, 1140, 367, 1212]
memorial-ad-child: ୪ର୍ଥ ଜନ୍ମବାର୍ଷିକୀ ପ୍ରମ ଦେବଦତ୍ତ ଚାଲିଗଲୁ ପୁଅ ଆମକୁ ଛାଡ଼ି, ତୁମ ସ୍ମୃତି ଆମ ହୃଦୟରେ ଚିରଦିନ ରହିବ। ବାପା, ମାଆ ଓ ପରିବାରବର୍ଗ। ଡି-୪୮୦୩୨: [561, 570, 748, 782]
horoscope-text: [1173, 678, 1488, 720]
